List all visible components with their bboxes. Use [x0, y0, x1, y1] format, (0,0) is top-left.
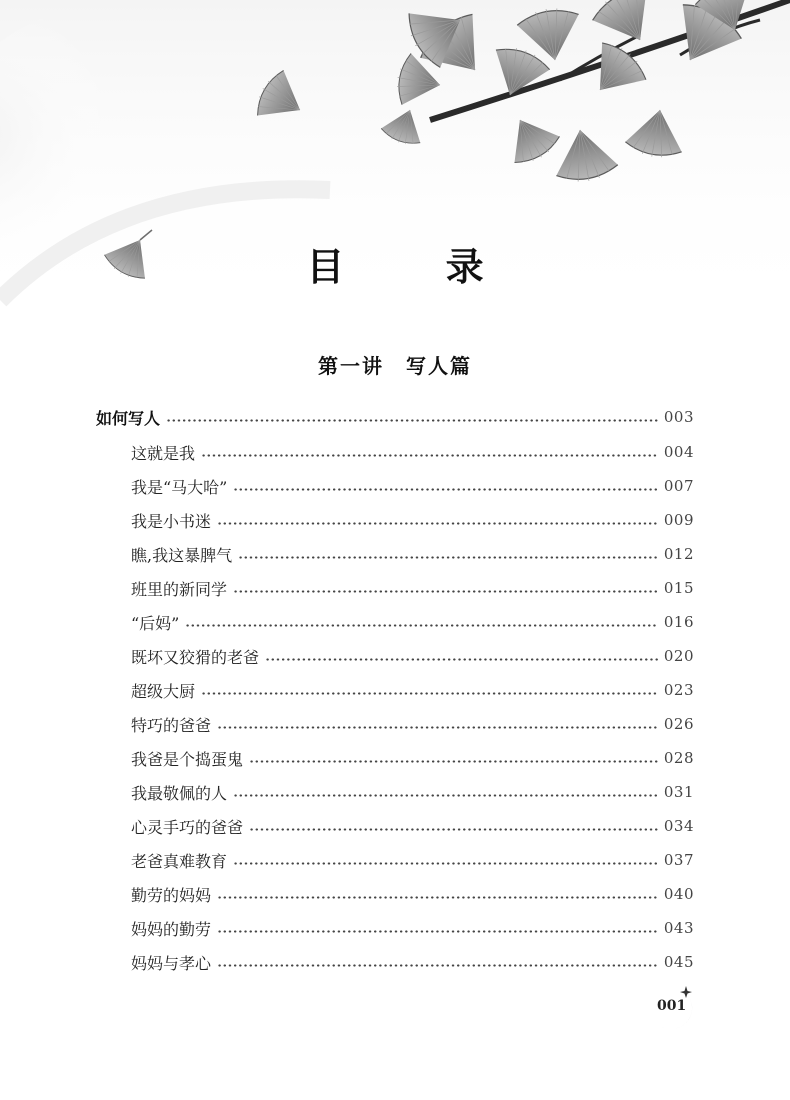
entry-page: 028 [663, 749, 694, 767]
toc-entry[interactable] [131, 707, 694, 741]
section-heading [0, 350, 790, 379]
toc-entry[interactable] [131, 877, 694, 911]
toc-entry[interactable] [131, 911, 694, 945]
entry-page: 023 [663, 681, 694, 699]
toc-entry[interactable] [131, 809, 694, 843]
toc-entry[interactable] [131, 741, 694, 775]
star-icon [680, 986, 692, 998]
entry-title: 我最敬佩的人 [131, 783, 228, 803]
entry-page: 031 [663, 783, 694, 801]
toc-entry[interactable] [131, 469, 694, 503]
entry-title: 我爸是个捣蛋鬼 [131, 749, 244, 769]
section-number: 第一讲 [318, 354, 384, 378]
entry-title: 我是小书迷 [131, 511, 212, 531]
entry-title: 特巧的爸爸 [131, 715, 212, 735]
toc-entry[interactable] [131, 945, 694, 979]
entry-title: 这就是我 [131, 443, 196, 463]
page-title: 目 录 [306, 245, 528, 289]
section-name: 写人篇 [406, 354, 472, 378]
dot-leader [233, 794, 658, 797]
entry-page: 037 [663, 851, 694, 869]
entry-page: 004 [663, 443, 694, 461]
dot-leader [217, 726, 658, 729]
dot-leader [201, 692, 658, 695]
dot-leader [233, 862, 658, 865]
dot-leader [166, 419, 658, 422]
dot-leader [233, 590, 658, 593]
entry-page: 007 [663, 477, 694, 495]
dot-leader [217, 522, 658, 525]
entry-title: 妈妈的勤劳 [131, 919, 212, 939]
entry-title: 我是“马大哈” [131, 477, 228, 497]
entry-page: 012 [663, 545, 694, 563]
toc-entry[interactable] [131, 775, 694, 809]
dot-leader [249, 828, 658, 831]
dot-leader [185, 624, 657, 627]
page-number-badge [652, 986, 702, 1032]
toc-entry[interactable] [96, 400, 694, 434]
entry-page: 045 [663, 953, 694, 971]
entry-page: 020 [663, 647, 694, 665]
entry-title: “后妈” [131, 613, 180, 633]
page-number: 001 [657, 998, 687, 1014]
entry-page: 003 [663, 408, 694, 426]
entry-page: 034 [663, 817, 694, 835]
entry-title: 既坏又狡猾的老爸 [131, 647, 260, 667]
entry-title: 瞧,我这暴脾气 [131, 545, 233, 565]
entry-title: 班里的新同学 [131, 579, 228, 599]
entry-page: 043 [663, 919, 694, 937]
entry-page: 009 [663, 511, 694, 529]
toc-entry[interactable] [131, 673, 694, 707]
dot-leader [238, 556, 658, 559]
entry-title: 勤劳的妈妈 [131, 885, 212, 905]
entry-page: 015 [663, 579, 694, 597]
entry-page: 026 [663, 715, 694, 733]
entry-page: 016 [663, 613, 694, 631]
entry-title: 老爸真难教育 [131, 851, 228, 871]
entry-title: 心灵手巧的爸爸 [131, 817, 244, 837]
entry-title: 如何写人 [96, 408, 161, 428]
entry-page: 040 [663, 885, 694, 903]
toc-entry[interactable] [131, 537, 694, 571]
dot-leader [249, 760, 658, 763]
toc-entry[interactable] [131, 435, 694, 469]
toc-entry[interactable] [131, 639, 694, 673]
entry-title: 超级大厨 [131, 681, 196, 701]
toc-entry[interactable] [131, 843, 694, 877]
dot-leader [217, 964, 658, 967]
dot-leader [201, 454, 658, 457]
dot-leader [217, 896, 658, 899]
dot-leader [217, 930, 658, 933]
toc-entry[interactable] [131, 571, 694, 605]
entry-title: 妈妈与孝心 [131, 953, 212, 973]
dot-leader [233, 488, 657, 491]
dot-leader [265, 658, 658, 661]
toc-entry[interactable] [131, 503, 694, 537]
toc-entry[interactable] [131, 605, 694, 639]
